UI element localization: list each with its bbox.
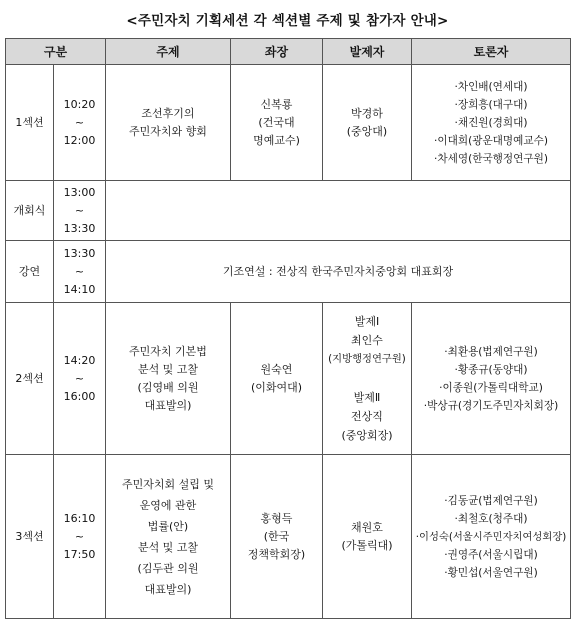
chair-cell (231, 455, 323, 619)
time-range (54, 303, 106, 455)
panelist: ·장희흥(대구대) (454, 98, 528, 111)
topic-line: 법률(안) (147, 519, 189, 533)
time-range (54, 181, 106, 241)
chair-line: 홍형득 (260, 511, 293, 525)
topic-line: (김두관 의원 (137, 561, 199, 575)
table-row (6, 65, 571, 181)
panelists-cell (412, 303, 571, 455)
panelist: ·이대희(광운대명예교수) (434, 134, 548, 147)
presenter-line: 발제Ⅱ (353, 391, 381, 404)
table-row (6, 455, 571, 619)
time-range (54, 241, 106, 303)
panelist: ·이종원(가톨릭대학교) (439, 381, 543, 394)
presenter-line: (중앙회장) (341, 429, 393, 442)
session-label: 개회식 (6, 181, 54, 241)
chair-cell (231, 303, 323, 455)
topic-line: 분석 및 고찰 (137, 540, 199, 554)
session-label: 강연 (6, 241, 54, 303)
panelist: ·황종규(동양대) (454, 363, 528, 376)
start-time: 10:20 (63, 97, 96, 111)
chair-cell (231, 65, 323, 181)
topic-cell (106, 65, 231, 181)
time-range (54, 455, 106, 619)
panelist: ·김동균(법제연구원) (444, 494, 538, 507)
start-time: 13:00 (63, 185, 96, 199)
schedule-table (5, 38, 571, 619)
topic-cell (106, 455, 231, 619)
presenter-line: (지방행정연구원) (328, 353, 406, 365)
header-topic: 주제 (106, 39, 231, 65)
start-time: 14:20 (63, 353, 96, 367)
keynote-note: 기조연설 : 전상직 한국주민자치중앙회 대표회장 (106, 241, 571, 303)
panelist: ·권영주(서울시립대) (444, 548, 538, 561)
presenter-line: 박경하 (351, 106, 383, 120)
presenter-line: 전상직 (351, 410, 383, 423)
presenter-cell (323, 65, 412, 181)
session-label: 1섹션 (6, 65, 54, 181)
presenter-spacer (323, 369, 411, 388)
end-time: 13:30 (63, 221, 96, 235)
header-row (6, 39, 571, 65)
presenter-line: 발제Ⅰ (354, 315, 380, 328)
chair-line: (이화여대) (250, 380, 303, 394)
header-chair: 좌장 (231, 39, 323, 65)
topic-cell (106, 303, 231, 455)
chair-line: (한국 (263, 529, 290, 543)
topic-line: 운영에 관한 (139, 498, 197, 512)
panelist: ·차인배(연세대) (454, 80, 528, 93)
end-time: 12:00 (63, 133, 96, 147)
table-row (6, 241, 571, 303)
time-separator: ~ (74, 115, 85, 129)
end-time: 14:10 (63, 282, 96, 296)
panelists-cell (412, 65, 571, 181)
topic-line: 주민자치회 설립 및 (121, 477, 214, 491)
topic-line: 분석 및 고찰 (137, 362, 199, 376)
header-category: 구분 (6, 39, 106, 65)
time-separator: ~ (74, 203, 85, 217)
end-time: 17:50 (63, 547, 96, 561)
page-title: <주민자치 기획세션 각 섹션별 주제 및 참가자 안내> (126, 13, 449, 29)
session-label: 3섹션 (6, 455, 54, 619)
presenter-line: (중앙대) (346, 124, 388, 138)
topic-line: 주민자치와 향회 (129, 124, 207, 138)
empty-cell (106, 181, 571, 241)
header-presenter: 발제자 (323, 39, 412, 65)
topic-line: 조선후기의 (141, 106, 195, 120)
start-time: 16:10 (63, 511, 96, 525)
chair-line: 정책학회장) (247, 547, 306, 561)
panelist: ·황민섭(서울연구원) (444, 566, 538, 579)
presenter-cell (323, 303, 412, 455)
presenter-line: 채원호 (351, 520, 383, 534)
topic-line: 대표발의) (144, 582, 192, 596)
presenter-line: (가톨릭대) (341, 538, 393, 552)
table-row (6, 303, 571, 455)
chair-line: 원숙연 (260, 362, 293, 376)
panelist: ·채진원(경희대) (454, 116, 528, 129)
presenter-cell (323, 455, 412, 619)
panelists-cell (412, 455, 571, 619)
topic-line: 대표발의) (144, 398, 192, 412)
panelist: ·이성숙(서울시주민자치여성회장) (415, 530, 567, 543)
panelist: ·박상규(경기도주민자치회장) (423, 399, 559, 412)
topic-line: 주민자치 기본법 (129, 344, 207, 358)
time-separator: ~ (74, 264, 85, 278)
topic-line: (김영배 의원 (137, 380, 199, 394)
header-panelists: 토론자 (412, 39, 571, 65)
chair-line: 신복룡 (260, 97, 293, 111)
time-separator: ~ (74, 529, 85, 543)
end-time: 16:00 (63, 389, 96, 403)
time-range (54, 65, 106, 181)
time-separator: ~ (74, 371, 85, 385)
table-row (6, 181, 571, 241)
chair-line: 명예교수) (253, 133, 300, 147)
chair-line: (건국대 (258, 115, 295, 129)
presenter-line: 최인수 (351, 334, 383, 347)
panelist: ·최철호(청주대) (454, 512, 528, 525)
panelist: ·최환용(법제연구원) (444, 345, 538, 358)
panelist: ·차세영(한국행정연구원) (434, 152, 548, 165)
session-label: 2섹션 (6, 303, 54, 455)
start-time: 13:30 (63, 246, 96, 260)
